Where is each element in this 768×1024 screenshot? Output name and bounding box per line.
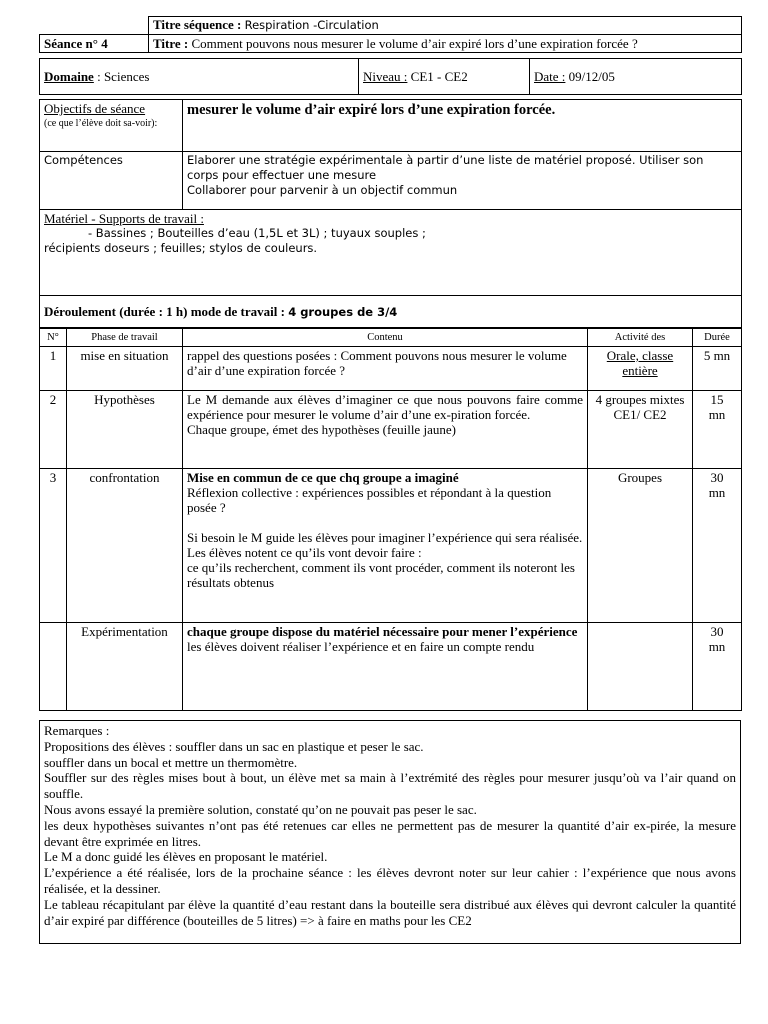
titre-label: Titre :	[153, 36, 189, 51]
row-duree: 30 mn	[693, 469, 742, 623]
col-header-phase: Phase de travail	[67, 329, 183, 347]
row-activite: Orale, classe entière	[588, 347, 693, 391]
seance-number: Séance n° 4	[40, 35, 149, 53]
row-phase: confrontation	[67, 469, 183, 623]
objectifs-sublabel: (ce que l’élève doit sa-voir):	[44, 118, 158, 129]
remarques-title: Remarques :	[44, 723, 110, 738]
row-num: 2	[40, 391, 67, 469]
table-row	[40, 347, 742, 391]
row-contenu-4: ce qu’ils recherchent, comment ils vont procéder, comment ils noteront les résultats obtenus	[187, 560, 575, 590]
row-contenu: Réflexion collective : expériences possibles et répondant à la question posée ?	[187, 485, 552, 515]
col-header-num: N°	[40, 329, 67, 347]
remarque-line-8: Le tableau récapitulant par élève la quantité d’eau restant dans la bouteille sera distribué aux élèves qui devront calculer la quantité d’air expiré par différence (bouteilles de 5 litres) => à faire en maths pour les CE2	[44, 896, 736, 928]
col-header-activite: Activité des	[588, 329, 693, 347]
main-table	[39, 99, 742, 328]
row-contenu-bold: chaque groupe dispose du matériel nécessaire pour mener l’expérience	[187, 624, 578, 639]
row-num: 1	[40, 347, 67, 391]
niveau-label: Niveau :	[363, 69, 408, 84]
remarque-line-2: souffler dans un bocal et mettre un thermomètre.	[44, 754, 298, 770]
competence-line-2: Collaborer pour parvenir à un objectif commun	[187, 183, 458, 197]
row-duree: 15 mn	[693, 391, 742, 469]
remarque-line-5: les deux hypothèses suivantes n’ont pas été retenues car elles ne permettent pas de mesurer la quantité d’air ex-pirée, la mesure devant être exprimée en litres.	[44, 817, 736, 849]
remarque-line-3: Souffler sur des règles mises bout à bout, un élève met sa main à l’extrémité des règles pour mesurer jusqu’où va l’air quand on souffle.	[44, 770, 736, 802]
row-phase: Expérimentation	[67, 623, 183, 711]
materiel-line-2: récipients doseurs ; feuilles; stylos de couleurs.	[44, 241, 318, 255]
remarque-line-1: Propositions des élèves : souffler dans un sac en plastique et peser le sac.	[44, 738, 424, 754]
row-contenu: rappel des questions posées : Comment pouvons nous mesurer le volume d’air d’une expiration forcée ?	[183, 347, 588, 391]
competence-line-1: Elaborer une stratégie expérimentale à partir d’une liste de matériel proposé. Utiliser son corps pour effectuer une mesure	[187, 153, 704, 182]
col-header-contenu: Contenu	[183, 329, 588, 347]
remarque-line-6: Le M a donc guidé les élèves en proposant le matériel.	[44, 849, 328, 865]
row-contenu-bold: Mise en commun de ce que chq groupe a imaginé	[187, 470, 459, 485]
titre-sequence-label: Titre séquence :	[153, 17, 242, 32]
deroulement-mode: 4 groupes de 3/4	[288, 304, 398, 319]
table-row	[40, 623, 742, 711]
row-activite	[588, 623, 693, 711]
row-contenu-3: Les élèves notent ce qu’ils vont devoir faire :	[187, 545, 422, 560]
steps-table	[39, 328, 742, 711]
remarques-box	[39, 720, 741, 944]
remarque-line-4: Nous avons essayé la première solution, constaté qu’on ne pouvait pas peser le sac.	[44, 801, 477, 817]
titre-value: Comment pouvons nous mesurer le volume d’air expiré lors d’une expiration forcée ?	[191, 36, 638, 51]
row-phase: mise en situation	[67, 347, 183, 391]
row-contenu-2: Chaque groupe, émet des hypothèses (feuille jaune)	[187, 422, 456, 437]
titre-sequence-value: Respiration -Circulation	[244, 18, 379, 32]
date-value: 09/12/05	[568, 69, 615, 84]
row-contenu: Le M demande aux élèves d’imaginer ce que nous pouvons faire comme expérience pour mesurer le volume d’air d’une ex-piration forcée.	[187, 392, 583, 422]
materiel-label: Matériel - Supports de travail :	[44, 211, 204, 226]
row-phase: Hypothèses	[67, 391, 183, 469]
row-contenu: les élèves doivent réaliser l’expérience et en faire un compte rendu	[187, 639, 535, 654]
domaine-value: : Sciences	[97, 69, 150, 84]
objectifs-value: mesurer le volume d’air expiré lors d’une expiration forcée.	[183, 100, 742, 152]
lesson-sheet	[39, 16, 741, 711]
materiel-line-1: - Bassines ; Bouteilles d’eau (1,5L et 3L) ; tuyaux souples ;	[88, 226, 426, 240]
row-activite: 4 groupes mixtes CE1/ CE2	[588, 391, 693, 469]
info-table	[39, 58, 742, 95]
remarque-line-7: L’expérience a été réalisée, lors de la prochaine séance : les élèves devront noter sur leur cahier : l’expérience que nous avons réalisée, et la dessiner.	[44, 865, 736, 896]
row-contenu-2: Si besoin le M guide les élèves pour imaginer l’expérience qui sera réalisée.	[187, 530, 583, 545]
row-duree: 30 mn	[693, 623, 742, 711]
col-header-duree: Durée	[693, 329, 742, 347]
date-label: Date :	[534, 69, 566, 84]
header-table	[39, 16, 742, 53]
competences-label: Compétences	[40, 152, 183, 210]
row-num: 3	[40, 469, 67, 623]
row-num	[40, 623, 67, 711]
row-activite: Groupes	[588, 469, 693, 623]
deroulement-label: Déroulement (durée : 1 h) mode de travail :	[44, 303, 285, 319]
table-row	[40, 391, 742, 469]
objectifs-label: Objectifs de séance	[44, 101, 146, 116]
table-row	[40, 469, 742, 623]
row-duree: 5 mn	[693, 347, 742, 391]
niveau-value: CE1 - CE2	[410, 69, 468, 84]
domaine-label: Domaine	[44, 69, 94, 84]
